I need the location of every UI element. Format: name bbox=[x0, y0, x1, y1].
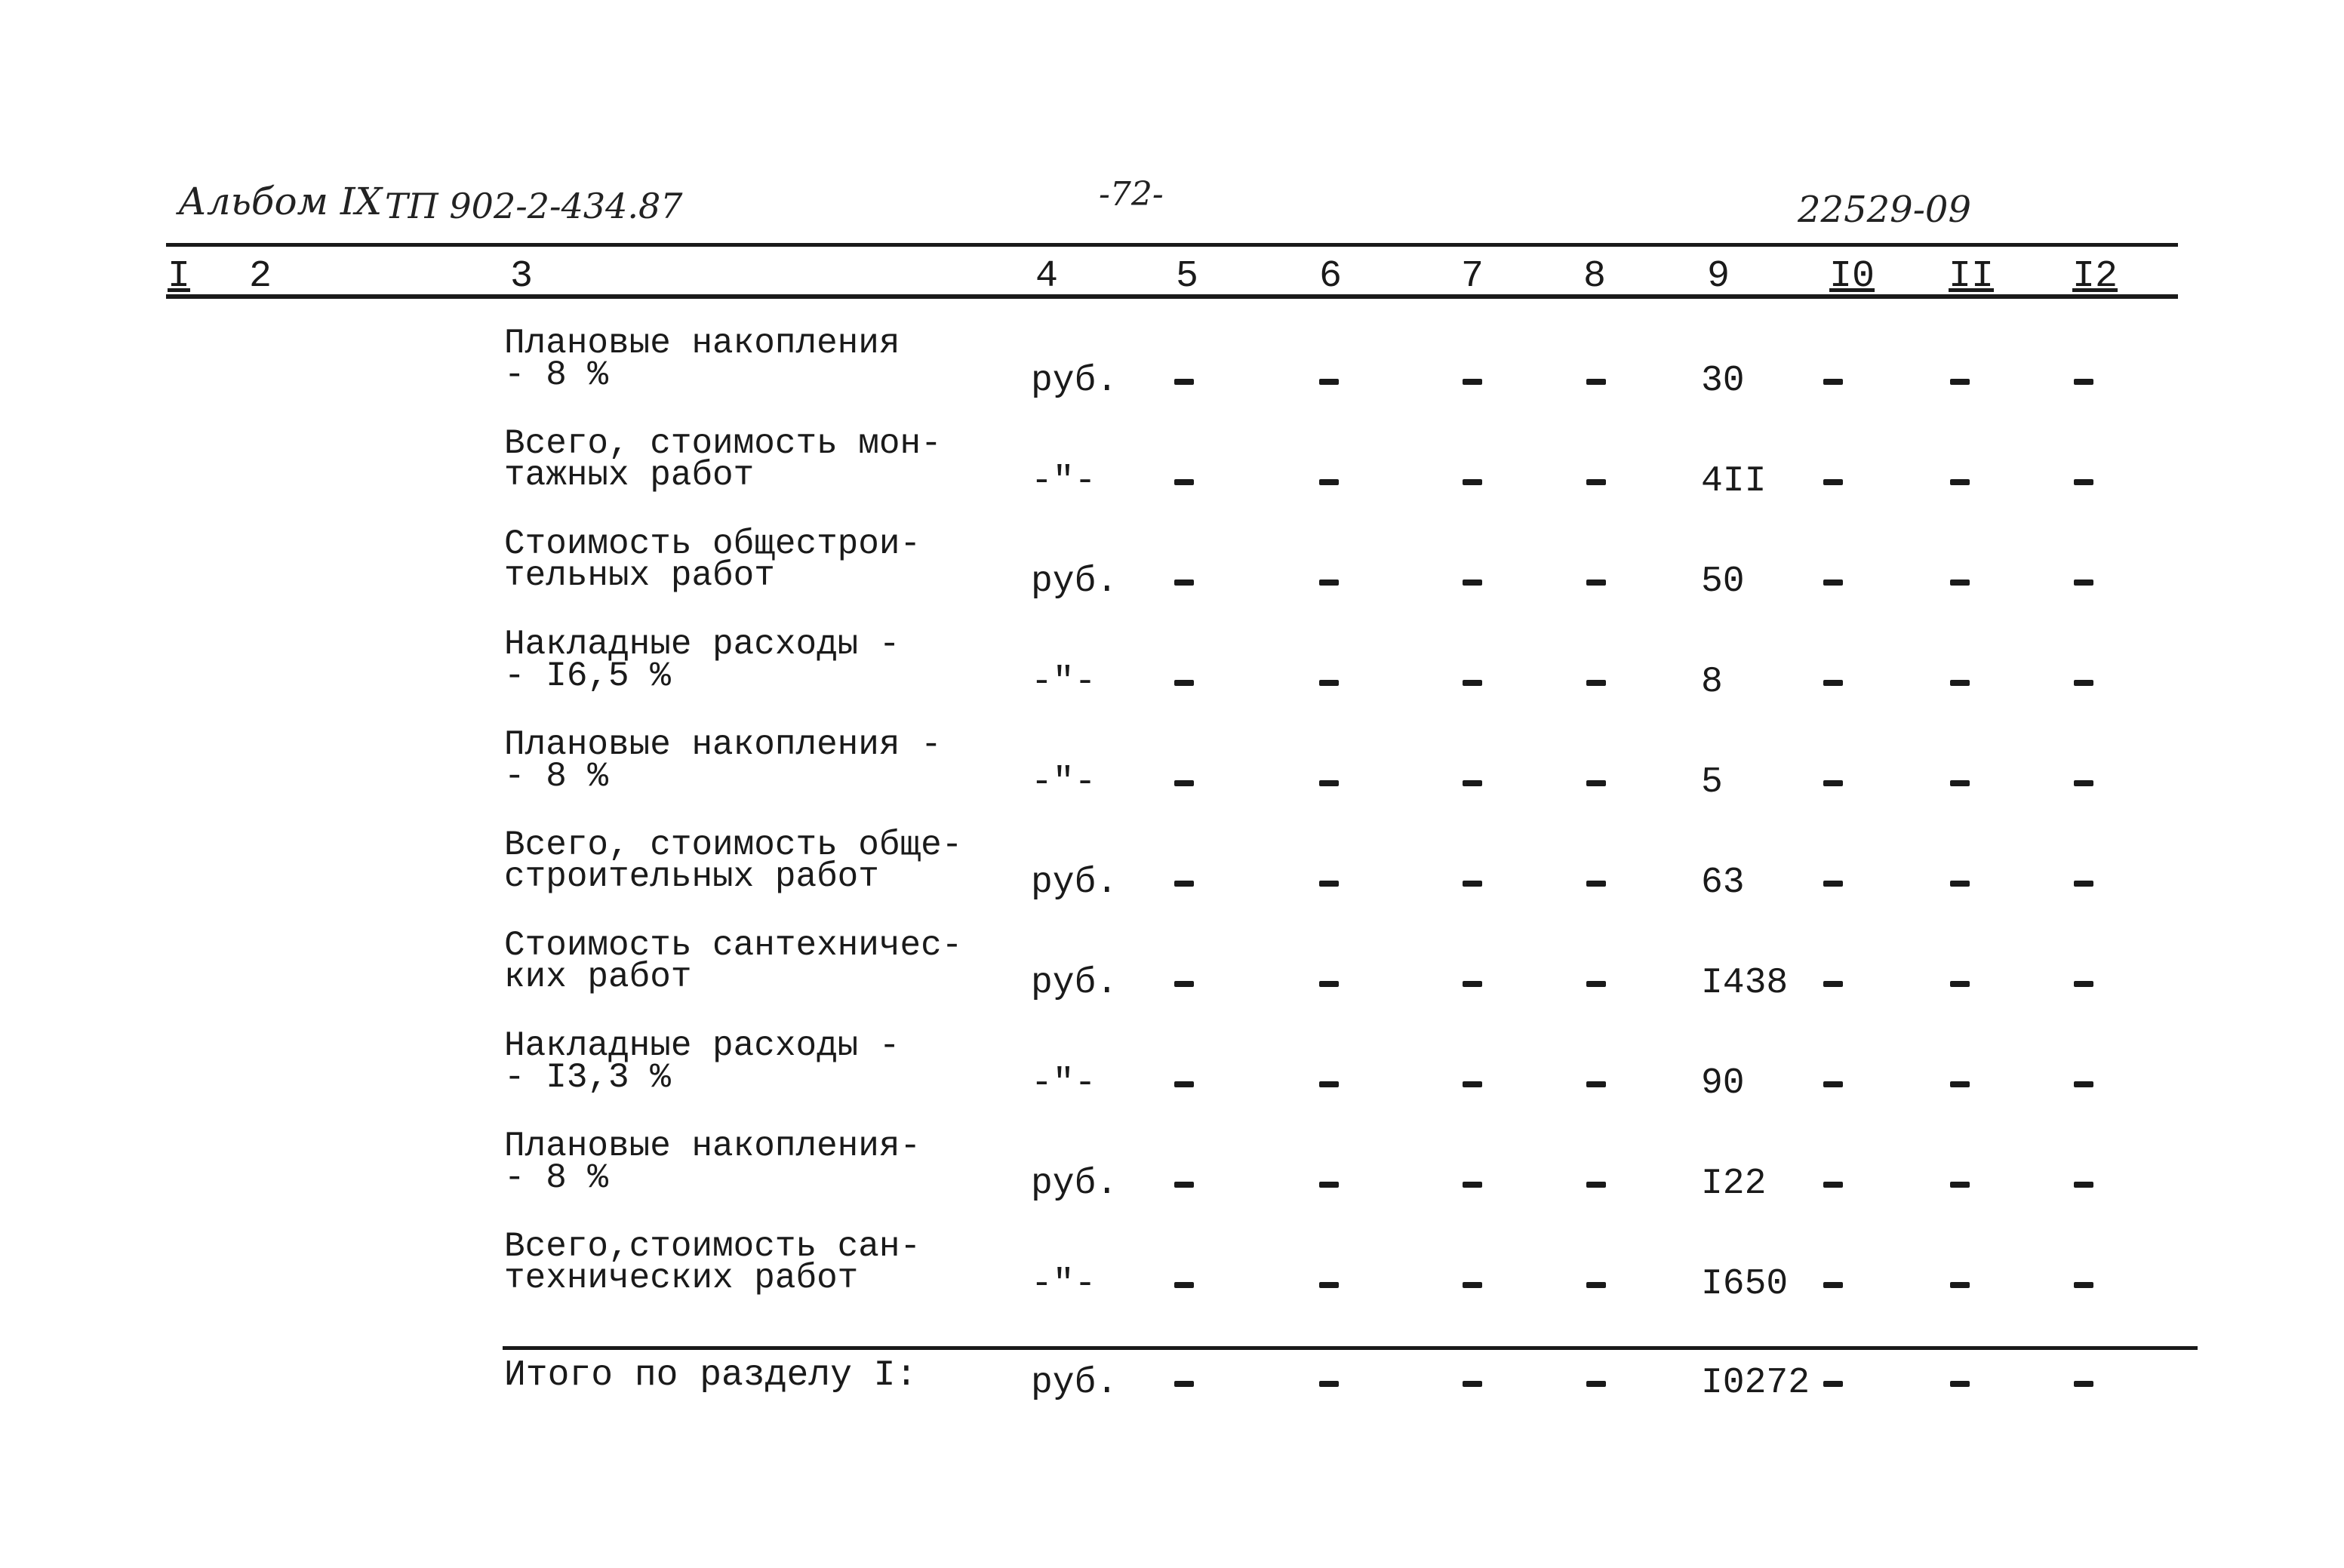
row-description: Всего,стоимость сан- технических работ bbox=[504, 1227, 921, 1298]
row-c12-dash bbox=[2074, 881, 2093, 887]
row-c6-dash bbox=[1319, 881, 1339, 887]
row-description: Накладные расходы - - I3,3 % bbox=[504, 1026, 900, 1097]
row-c7-dash bbox=[1463, 1282, 1482, 1288]
row-c6-dash bbox=[1319, 580, 1339, 586]
total-col8 bbox=[1586, 1381, 1606, 1387]
col-header-5: 5 bbox=[1176, 255, 1199, 298]
total-label: Итого по разделу I: bbox=[504, 1355, 918, 1396]
row-c8-dash bbox=[1586, 1182, 1606, 1188]
row-c5-dash bbox=[1174, 379, 1194, 385]
col-header-10: I0 bbox=[1829, 255, 1875, 298]
row-c11-dash bbox=[1950, 580, 1970, 586]
col-header-12: I2 bbox=[2072, 255, 2118, 298]
project-code: ТП 902-2-434.87 bbox=[385, 186, 683, 226]
row-c10-dash bbox=[1823, 881, 1843, 887]
row-c8-dash bbox=[1586, 680, 1606, 686]
row-unit: -"- bbox=[1031, 762, 1097, 803]
row-description: Плановые накопления - - 8 % bbox=[504, 725, 942, 796]
total-col10 bbox=[1823, 1381, 1843, 1387]
row-c12-dash bbox=[2074, 680, 2093, 686]
table-row bbox=[0, 825, 2344, 923]
row-c6-dash bbox=[1319, 981, 1339, 987]
row-c6-dash bbox=[1319, 1282, 1339, 1288]
row-col9-value: I22 bbox=[1701, 1164, 1767, 1204]
row-c6-dash bbox=[1319, 1081, 1339, 1087]
row-unit: -"- bbox=[1031, 662, 1097, 703]
row-description: Стоимость общестрои- тельных работ bbox=[504, 524, 921, 595]
row-c8-dash bbox=[1586, 780, 1606, 786]
total-col11 bbox=[1950, 1381, 1970, 1387]
row-col9-value: 63 bbox=[1701, 862, 1745, 903]
total-col7 bbox=[1463, 1381, 1482, 1387]
row-c6-dash bbox=[1319, 379, 1339, 385]
row-col9-value: I650 bbox=[1701, 1264, 1789, 1305]
row-c8-dash bbox=[1586, 379, 1606, 385]
col-header-3: 3 bbox=[510, 255, 534, 298]
row-c12-dash bbox=[2074, 1081, 2093, 1087]
header-rule-bottom bbox=[166, 294, 2178, 299]
row-unit: -"- bbox=[1031, 461, 1097, 502]
total-col9: I0272 bbox=[1701, 1363, 1810, 1404]
row-col9-value: I438 bbox=[1701, 963, 1789, 1004]
row-c11-dash bbox=[1950, 479, 1970, 485]
row-unit: руб. bbox=[1031, 1164, 1118, 1204]
row-c5-dash bbox=[1174, 1182, 1194, 1188]
row-unit: руб. bbox=[1031, 361, 1118, 401]
table-row bbox=[0, 724, 2344, 822]
row-unit: руб. bbox=[1031, 963, 1118, 1004]
col-header-11: II bbox=[1949, 255, 1995, 298]
row-c8-dash bbox=[1586, 479, 1606, 485]
row-c6-dash bbox=[1319, 780, 1339, 786]
row-c10-dash bbox=[1823, 1081, 1843, 1087]
row-description: Плановые накопления- - 8 % bbox=[504, 1127, 921, 1198]
row-description: Стоимость сантехничес- ких работ bbox=[504, 926, 963, 997]
row-c7-dash bbox=[1463, 1081, 1482, 1087]
row-c7-dash bbox=[1463, 479, 1482, 485]
row-unit: -"- bbox=[1031, 1063, 1097, 1104]
total-row bbox=[0, 1351, 2344, 1449]
row-unit: руб. bbox=[1031, 561, 1118, 602]
row-c10-dash bbox=[1823, 1282, 1843, 1288]
row-unit: руб. bbox=[1031, 862, 1118, 903]
row-c12-dash bbox=[2074, 1182, 2093, 1188]
row-c11-dash bbox=[1950, 981, 1970, 987]
row-c5-dash bbox=[1174, 580, 1194, 586]
row-c12-dash bbox=[2074, 780, 2093, 786]
row-c8-dash bbox=[1586, 881, 1606, 887]
row-c5-dash bbox=[1174, 1282, 1194, 1288]
row-c11-dash bbox=[1950, 881, 1970, 887]
header-rule-top bbox=[166, 243, 2178, 247]
row-c10-dash bbox=[1823, 1182, 1843, 1188]
row-c12-dash bbox=[2074, 479, 2093, 485]
row-c7-dash bbox=[1463, 680, 1482, 686]
row-c11-dash bbox=[1950, 379, 1970, 385]
row-description: Всего, стоимость мон- тажных работ bbox=[504, 424, 942, 495]
row-c7-dash bbox=[1463, 881, 1482, 887]
table-row bbox=[0, 1226, 2344, 1324]
row-col9-value: 30 bbox=[1701, 361, 1745, 401]
row-c10-dash bbox=[1823, 479, 1843, 485]
row-c10-dash bbox=[1823, 379, 1843, 385]
document-code: 22529-09 bbox=[1798, 189, 1971, 231]
row-description: Плановые накопления - 8 % bbox=[504, 324, 900, 395]
row-description: Всего, стоимость обще- строительных работ bbox=[504, 826, 963, 896]
row-c7-dash bbox=[1463, 580, 1482, 586]
total-col6 bbox=[1319, 1381, 1339, 1387]
row-col9-value: 90 bbox=[1701, 1063, 1745, 1104]
row-description: Накладные расходы - - I6,5 % bbox=[504, 625, 900, 696]
page-number: -72- bbox=[1099, 175, 1164, 214]
row-c11-dash bbox=[1950, 680, 1970, 686]
table-row bbox=[0, 624, 2344, 722]
row-col9-value: 8 bbox=[1701, 662, 1723, 703]
col-header-1: I bbox=[168, 255, 191, 298]
table-row bbox=[0, 1126, 2344, 1224]
col-header-9: 9 bbox=[1707, 255, 1730, 298]
table-row bbox=[0, 323, 2344, 421]
row-c7-dash bbox=[1463, 1182, 1482, 1188]
row-c5-dash bbox=[1174, 881, 1194, 887]
row-c5-dash bbox=[1174, 479, 1194, 485]
row-c10-dash bbox=[1823, 680, 1843, 686]
row-c7-dash bbox=[1463, 379, 1482, 385]
row-c5-dash bbox=[1174, 1081, 1194, 1087]
table-row bbox=[0, 925, 2344, 1023]
row-c11-dash bbox=[1950, 1081, 1970, 1087]
col-header-4: 4 bbox=[1035, 255, 1059, 298]
row-c5-dash bbox=[1174, 981, 1194, 987]
row-c6-dash bbox=[1319, 479, 1339, 485]
row-c7-dash bbox=[1463, 780, 1482, 786]
row-c6-dash bbox=[1319, 1182, 1339, 1188]
row-col9-value: 5 bbox=[1701, 762, 1723, 803]
row-c12-dash bbox=[2074, 981, 2093, 987]
row-col9-value: 50 bbox=[1701, 561, 1745, 602]
row-c5-dash bbox=[1174, 680, 1194, 686]
table-row bbox=[0, 1025, 2344, 1124]
col-header-6: 6 bbox=[1319, 255, 1343, 298]
album-label: Альбом IX bbox=[178, 180, 383, 223]
col-header-8: 8 bbox=[1583, 255, 1607, 298]
row-unit: -"- bbox=[1031, 1264, 1097, 1305]
row-c8-dash bbox=[1586, 981, 1606, 987]
col-header-2: 2 bbox=[249, 255, 272, 298]
row-c12-dash bbox=[2074, 580, 2093, 586]
total-unit: руб. bbox=[1031, 1363, 1118, 1404]
row-c8-dash bbox=[1586, 1282, 1606, 1288]
total-rule bbox=[503, 1346, 2198, 1350]
row-col9-value: 4II bbox=[1701, 461, 1767, 502]
row-c11-dash bbox=[1950, 1282, 1970, 1288]
table-row bbox=[0, 423, 2344, 521]
row-c11-dash bbox=[1950, 780, 1970, 786]
row-c7-dash bbox=[1463, 981, 1482, 987]
row-c10-dash bbox=[1823, 780, 1843, 786]
row-c8-dash bbox=[1586, 580, 1606, 586]
table-row bbox=[0, 524, 2344, 622]
row-c11-dash bbox=[1950, 1182, 1970, 1188]
row-c10-dash bbox=[1823, 981, 1843, 987]
row-c12-dash bbox=[2074, 379, 2093, 385]
row-c10-dash bbox=[1823, 580, 1843, 586]
row-c8-dash bbox=[1586, 1081, 1606, 1087]
col-header-7: 7 bbox=[1461, 255, 1484, 298]
row-c6-dash bbox=[1319, 680, 1339, 686]
total-col5 bbox=[1174, 1381, 1194, 1387]
row-c5-dash bbox=[1174, 780, 1194, 786]
total-col12 bbox=[2074, 1381, 2093, 1387]
row-c12-dash bbox=[2074, 1282, 2093, 1288]
